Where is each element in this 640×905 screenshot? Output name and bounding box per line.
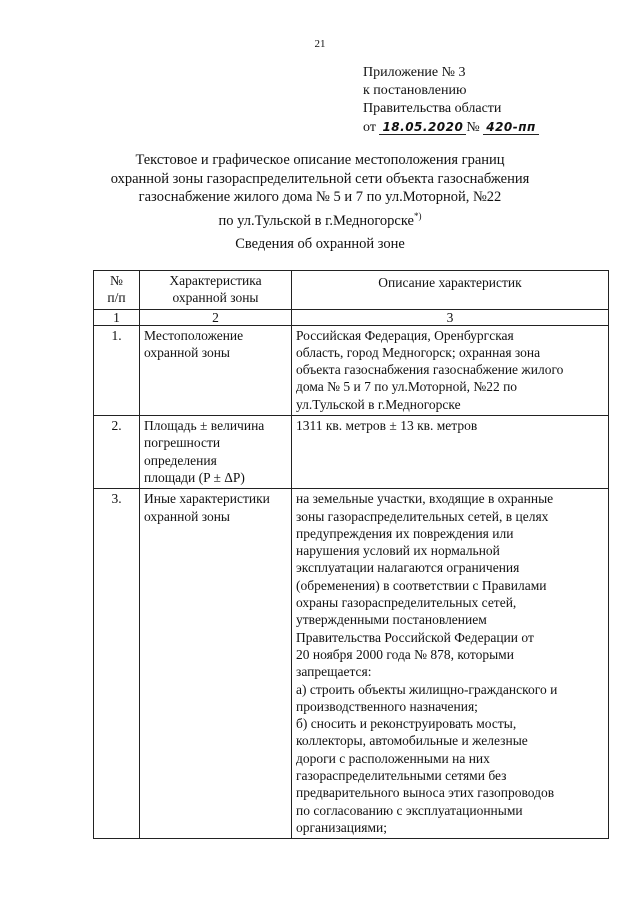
title-footnote-mark: *): [413, 210, 422, 221]
header-char-cell: [140, 271, 292, 310]
table-header-row: [94, 271, 609, 310]
annex-date-line: [363, 118, 539, 137]
annex-number-sign: №: [466, 120, 480, 135]
annex-date-handwritten: 18.05.2020: [379, 120, 466, 135]
row-description: [292, 416, 609, 489]
row-characteristic: [140, 489, 292, 839]
header-char-line: Характеристика: [169, 273, 262, 288]
header-desc-cell: Описание характеристик: [292, 271, 609, 310]
row-description-line: газораспределительными сетями без: [296, 768, 507, 784]
row-number: 3.: [94, 489, 140, 839]
annex-line-3: Правительства области: [363, 101, 502, 116]
row-description-line: 20 ноября 2000 года № 878, которыми: [296, 646, 514, 662]
row-description-line: область, город Медногорск; охранная зона: [296, 344, 541, 360]
header-char-line: охранной зоны: [172, 290, 259, 306]
row-characteristic-line: Иные характеристики: [144, 491, 270, 507]
row-characteristic: [140, 416, 292, 489]
row-description-line: Правительства Российской Федерации от: [296, 629, 534, 645]
row-number: 2.: [94, 416, 140, 489]
zone-info-table: [93, 270, 609, 839]
row-description-line: организациями;: [296, 819, 387, 835]
row-description-line: предварительного выноса этих газопроводов: [296, 785, 555, 801]
title-line-3: газоснабжение жилого дома № 5 и 7 по ул.Моторной, №22: [138, 189, 502, 205]
row-description-line: предупреждения их повреждения или: [296, 525, 514, 541]
row-characteristic-line: площади (P ± ΔP): [144, 469, 245, 485]
row-characteristic: [140, 325, 292, 415]
annex-line-2: к постановлению: [363, 83, 467, 98]
row-description-line: производственного назначения;: [296, 698, 478, 714]
annex-number-handwritten: 420-пп: [483, 120, 539, 135]
row-characteristic-line: охранной зоны: [144, 344, 231, 360]
row-characteristic-line: Площадь ± величина: [144, 418, 265, 434]
row-description-line: (обременения) в соответствии с Правилами: [296, 577, 547, 593]
table-index-row: [94, 309, 609, 325]
title-line-1: Текстовое и графическое описание местоположения границ: [135, 152, 505, 168]
row-description-line: эксплуатации налагаются ограничения: [296, 560, 520, 576]
index-cell: 1: [94, 309, 140, 325]
row-description-line: коллекторы, автомобильные и железные: [296, 733, 528, 749]
row-characteristic-line: погрешности: [144, 435, 221, 451]
row-description-line: дороги с расположенными на них: [296, 750, 490, 766]
row-description: [292, 325, 609, 415]
table-row: [94, 489, 609, 839]
index-cell: 3: [292, 309, 609, 325]
table-row: [94, 416, 609, 489]
row-description-line: Российская Федерация, Оренбургская: [296, 327, 514, 343]
row-number: 1.: [94, 325, 140, 415]
row-characteristic-line: определения: [144, 452, 217, 468]
title-line-4: [0, 207, 640, 230]
header-num-line: п/п: [107, 290, 126, 306]
row-description-line: ул.Тульской в г.Медногорске: [296, 396, 461, 412]
section-subtitle: Сведения об охранной зоне: [235, 236, 405, 252]
title-line-2: охранной зоны газораспределительной сети объекта газоснабжения: [110, 170, 530, 187]
annex-block: [363, 64, 539, 137]
row-description-line: а) строить объекты жилищно-гражданского и: [296, 681, 558, 697]
row-characteristic-line: Местоположение: [144, 327, 244, 343]
row-description-line: запрещается:: [296, 664, 372, 680]
header-num-line: №: [110, 273, 123, 288]
row-description-line: дома № 5 и 7 по ул.Моторной, №22 по: [296, 379, 518, 395]
title-line-4-text: по ул.Тульской в г.Медногорске: [218, 212, 414, 229]
row-description-line: на земельные участки, входящие в охранные: [296, 491, 554, 507]
table-row: [94, 325, 609, 415]
row-description-line: утвержденными постановлением: [296, 612, 487, 628]
document-title: [0, 151, 640, 230]
row-description-line: 1311 кв. метров ± 13 кв. метров: [296, 418, 478, 434]
page-number: 21: [314, 38, 326, 50]
row-description-line: охраны газораспределительных сетей,: [296, 595, 517, 611]
row-description: [292, 489, 609, 839]
header-num-cell: [94, 271, 140, 310]
annex-line-1: Приложение № 3: [363, 65, 466, 80]
annex-date-prefix: от: [363, 120, 376, 135]
index-cell: 2: [140, 309, 292, 325]
row-description-line: зоны газораспределительных сетей, в целях: [296, 508, 549, 524]
row-characteristic-line: охранной зоны: [144, 508, 231, 524]
row-description-line: нарушения условий их нормальной: [296, 543, 500, 559]
row-description-line: по согласованию с эксплуатационными: [296, 802, 523, 818]
row-description-line: б) сносить и реконструировать мосты,: [296, 716, 517, 732]
row-description-line: объекта газоснабжения газоснабжение жилого: [296, 362, 564, 378]
